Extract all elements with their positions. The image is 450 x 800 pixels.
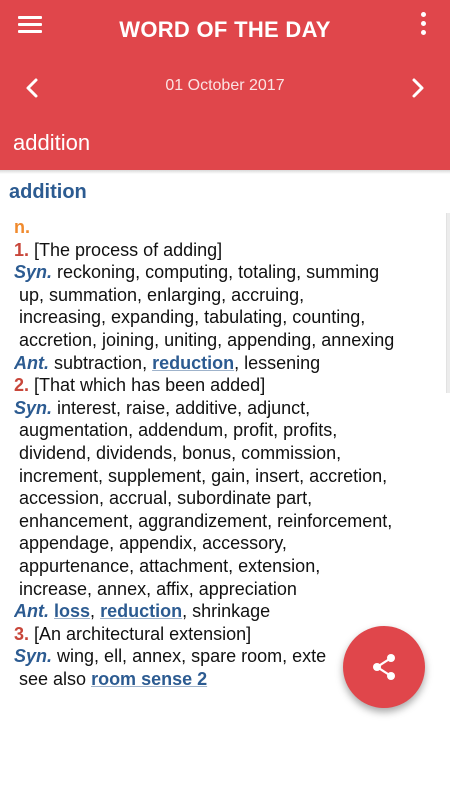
synonym-label: Syn. [14,646,53,667]
sense-number: 2. [14,375,30,396]
share-button[interactable] [343,626,425,708]
synonym-text: up, summation, enlarging, accruing, [19,284,305,305]
sense-number: 1. [14,239,30,260]
word-title: addition [13,130,91,155]
synonym-text: dividend, dividends, bonus, commission, [19,442,342,463]
synonym-text: augmentation, addendum, profit, profits, [19,420,338,441]
synonym-label: Syn. [14,397,53,418]
synonym-text: interest, raise, additive, adjunct, [57,397,311,418]
definition-body: n. 1. [The process of adding] Syn. reckoning, computing, totaling, summing up, summation, enlarging, accruing, increasing, expanding, tabulating, counting, accretion, joining, uniting, appending, annexing Ant. subtraction, reduction, lessening 2. [That which has been added] Syn. interest, raise, additive, adjunct, augmentation, addendum, profit, profits, dividend, dividends, bonus, commission, increment, supplement, gain, insert, accretion, accession, accrual, subordinate part, enhancement, aggrandizement, reinforcement, appendage, appendix, accessory, appurtenance, attachment, extension, increase, annex, affix, appreciation Ant. loss, reduction, shrinkage 3. [An architectural extension] Syn. wing, ell, annex, spare room, exte see also room sense 2 [14,216,444,690]
see-also-label: see also [19,668,87,689]
synonym-text: accretion, joining, uniting, appending, annexing [19,329,395,350]
more-vert-icon[interactable] [420,12,428,42]
synonym-text: increment, supplement, gain, insert, accretion, [19,465,388,486]
antonym-label: Ant. [14,352,49,373]
synonym-text: accession, accrual, subordinate part, [19,488,313,509]
sense-1 [14,239,444,262]
sense-definition: [An architectural extension] [34,623,252,644]
sense-definition: [That which has been added] [34,375,266,396]
sense-number: 3. [14,623,30,644]
synonym-text: enhancement, aggrandizement, reinforcement, [19,510,393,531]
chevron-right-icon[interactable] [398,72,434,104]
sense-2 [14,374,444,397]
synonym-label: Syn. [14,262,53,283]
antonym-label: Ant. [14,601,49,622]
synonym-text: increasing, expanding, tabulating, counting, [19,307,366,328]
synonym-text: reckoning, computing, totaling, summing [57,262,380,283]
scrollbar[interactable] [446,213,450,393]
antonym-text: , lessening [234,352,321,373]
antonym-link-reduction[interactable]: reduction [152,352,235,373]
share-icon [369,652,399,682]
date-navigation [0,62,450,112]
antonym-link-reduction[interactable]: reduction [100,601,183,622]
part-of-speech: n. [14,217,30,237]
headword: addition [9,181,87,203]
antonym-link-loss[interactable]: loss [54,601,91,622]
current-date: 01 October 2017 [165,77,285,94]
synonym-text: increase, annex, affix, appreciation [19,578,297,599]
see-also-link[interactable]: room sense 2 [91,668,208,689]
app-bar [0,0,450,170]
page-title: WORD OF THE DAY [119,17,331,42]
synonym-text: wing, ell, annex, spare room, exte [57,646,327,667]
antonym-text: subtraction, [54,352,148,373]
sense-definition: [The process of adding] [34,239,223,260]
synonym-text: appurtenance, attachment, extension, [19,555,321,576]
antonym-text: , shrinkage [182,601,271,622]
synonym-text: appendage, appendix, accessory, [19,533,287,554]
